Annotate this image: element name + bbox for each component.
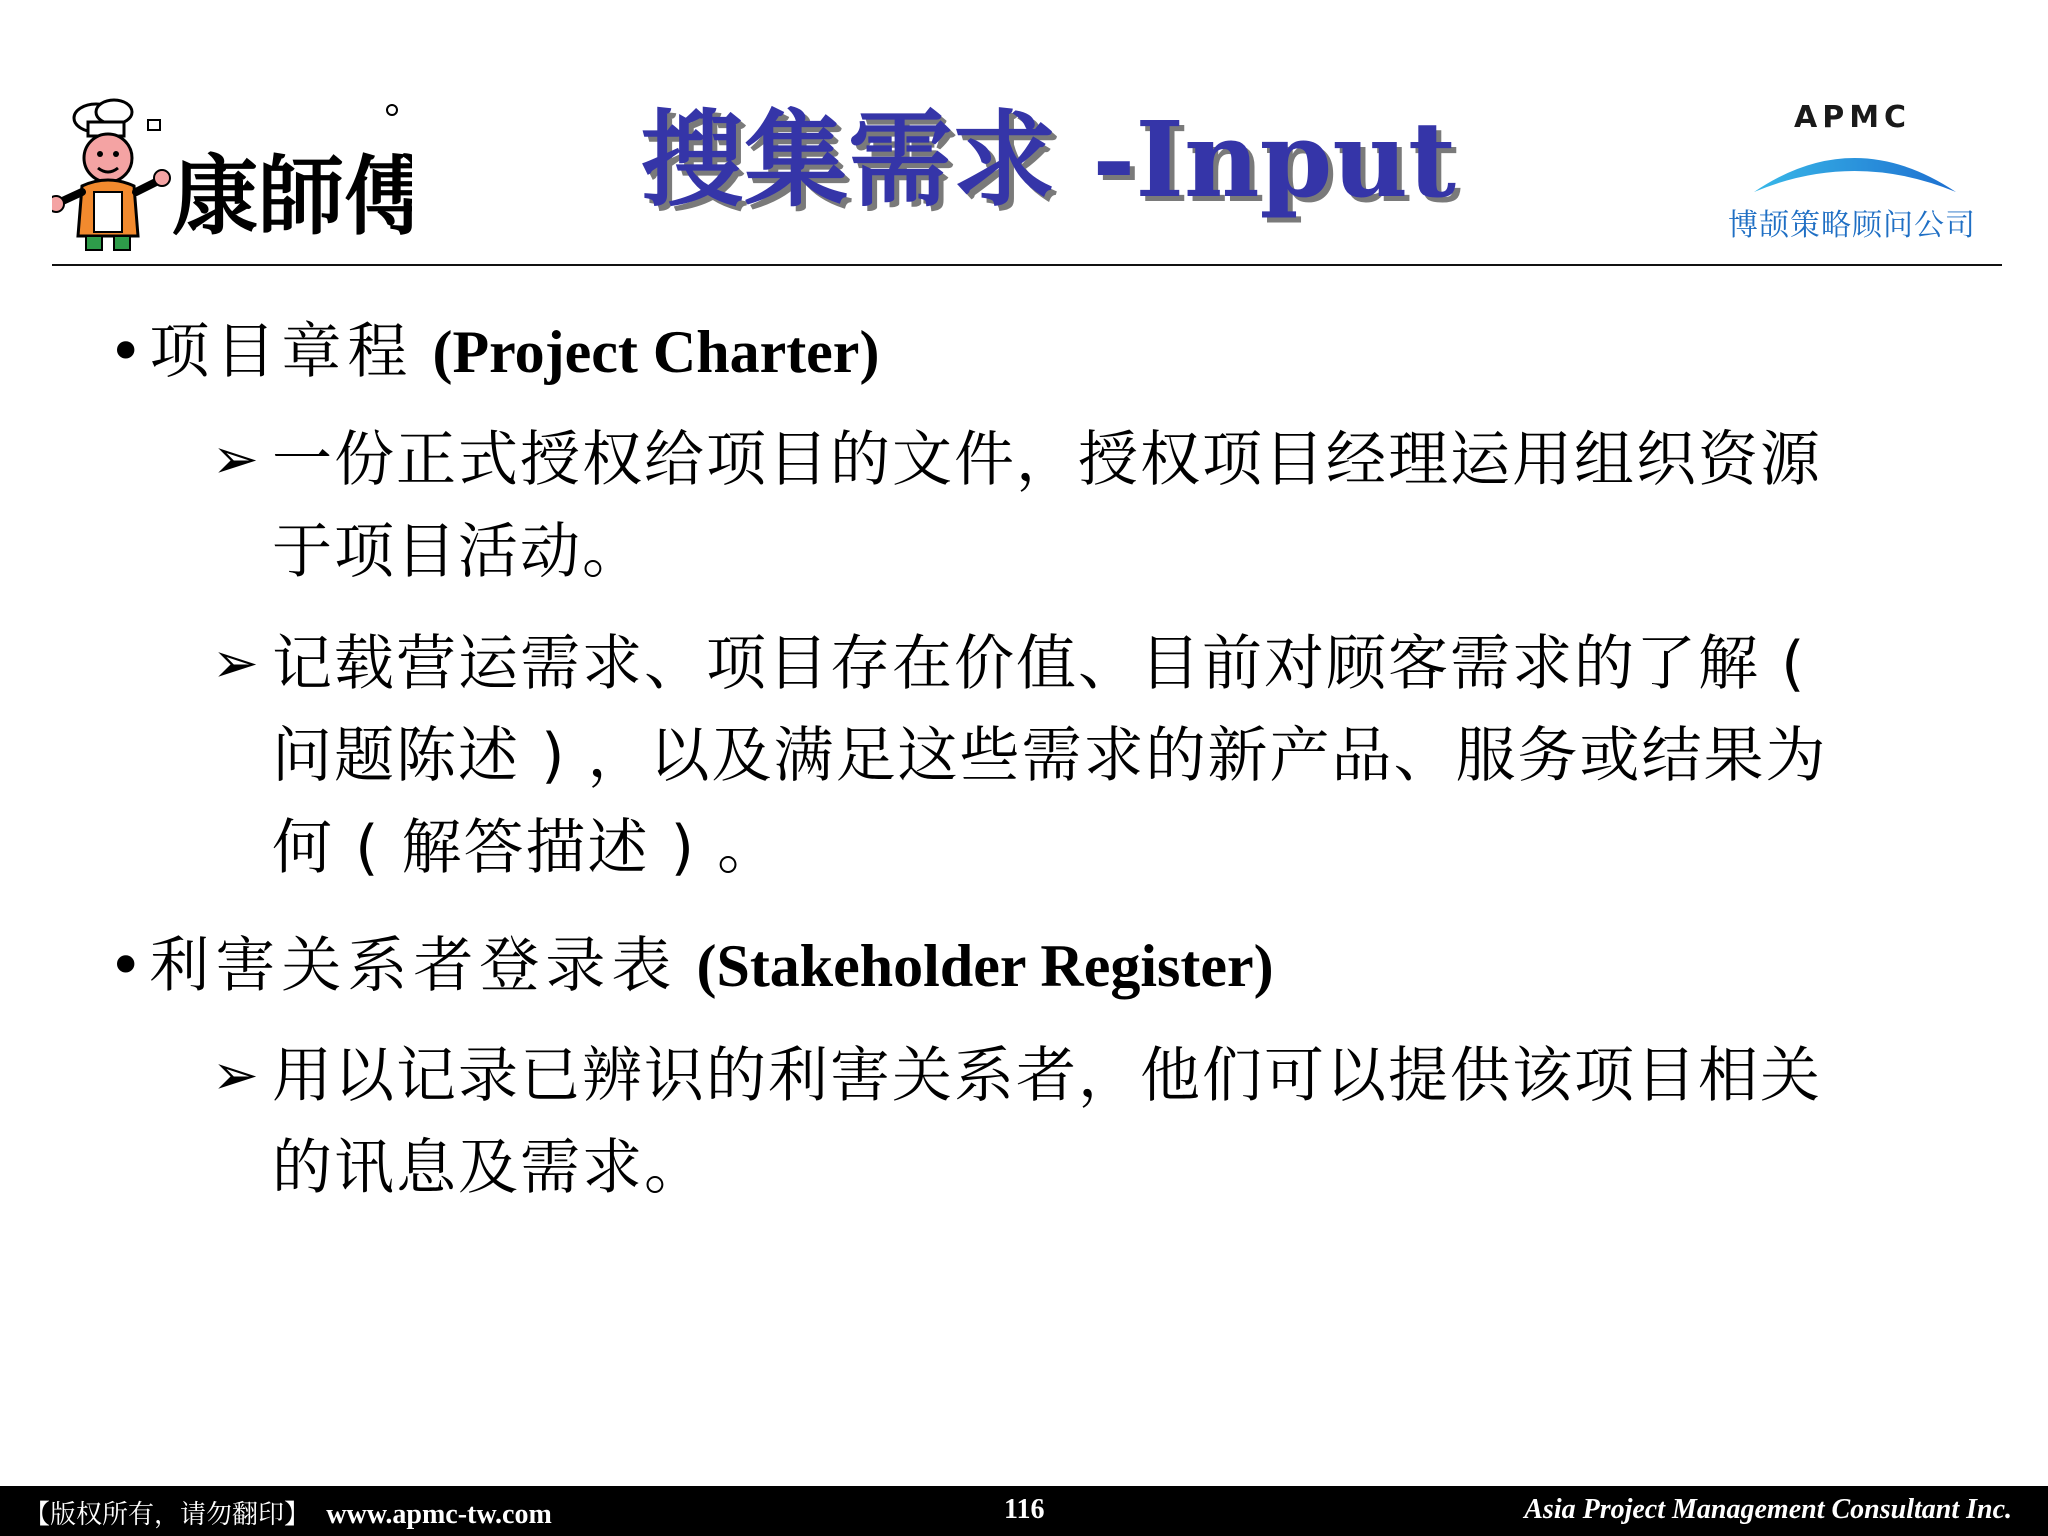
list-item-text: 记载营运需求、项目存在价值、目前对顾客需求的了解 ( 问题陈述 ) ，以及满足这些需求的新产品、服务或结果为何 ( 解答描述 ) 。 [272,629,1828,883]
section-heading-project-charter [108,316,879,388]
section-heading-en: (Project Charter) [432,319,880,385]
page-title: 搜集需求 -Input [640,98,1457,221]
list-item [212,618,1832,894]
section-heading-cn: •利害关系者登录表 [108,931,678,1001]
header-divider [52,264,2002,266]
apmc-company-cn: 博颉策略顾问公司 [1728,208,1976,243]
arrow-bullet-icon: ➢ [212,1043,261,1108]
arrow-bullet-icon: ➢ [212,631,261,696]
list-item [212,1030,1832,1214]
footer-company: Asia Project Management Consultant Inc. [1524,1494,2012,1525]
chef-logo-icon [52,96,412,256]
footer-copyright: 【版权所有，请勿翻印】 [24,1500,311,1530]
page-number: 116 [1004,1494,1045,1525]
arc-logo-icon [1750,134,1960,194]
list-item-text: 一份正式授权给项目的文件，授权项目经理运用组织资源于项目活动。 [272,425,1822,587]
footer-left [24,1494,552,1531]
apmc-logo [1700,96,2010,246]
list-item-text: 用以记录已辨识的利害关系者，他们可以提供该项目相关的讯息及需求。 [272,1041,1822,1203]
kangshifu-logo [52,96,412,256]
section-heading-cn: •项目章程 [108,317,414,387]
arrow-bullet-icon: ➢ [212,427,261,492]
footer-url-link[interactable]: www.apmc-tw.com [326,1499,552,1530]
apmc-brand-text: APMC [1794,100,1912,135]
footer-bar [0,1486,2048,1536]
logo-left-text: 康師傅 [172,146,412,247]
section-heading-stakeholder-register [108,930,1274,1002]
list-item [212,414,1832,598]
section-heading-en: (Stakeholder Register) [696,933,1274,999]
